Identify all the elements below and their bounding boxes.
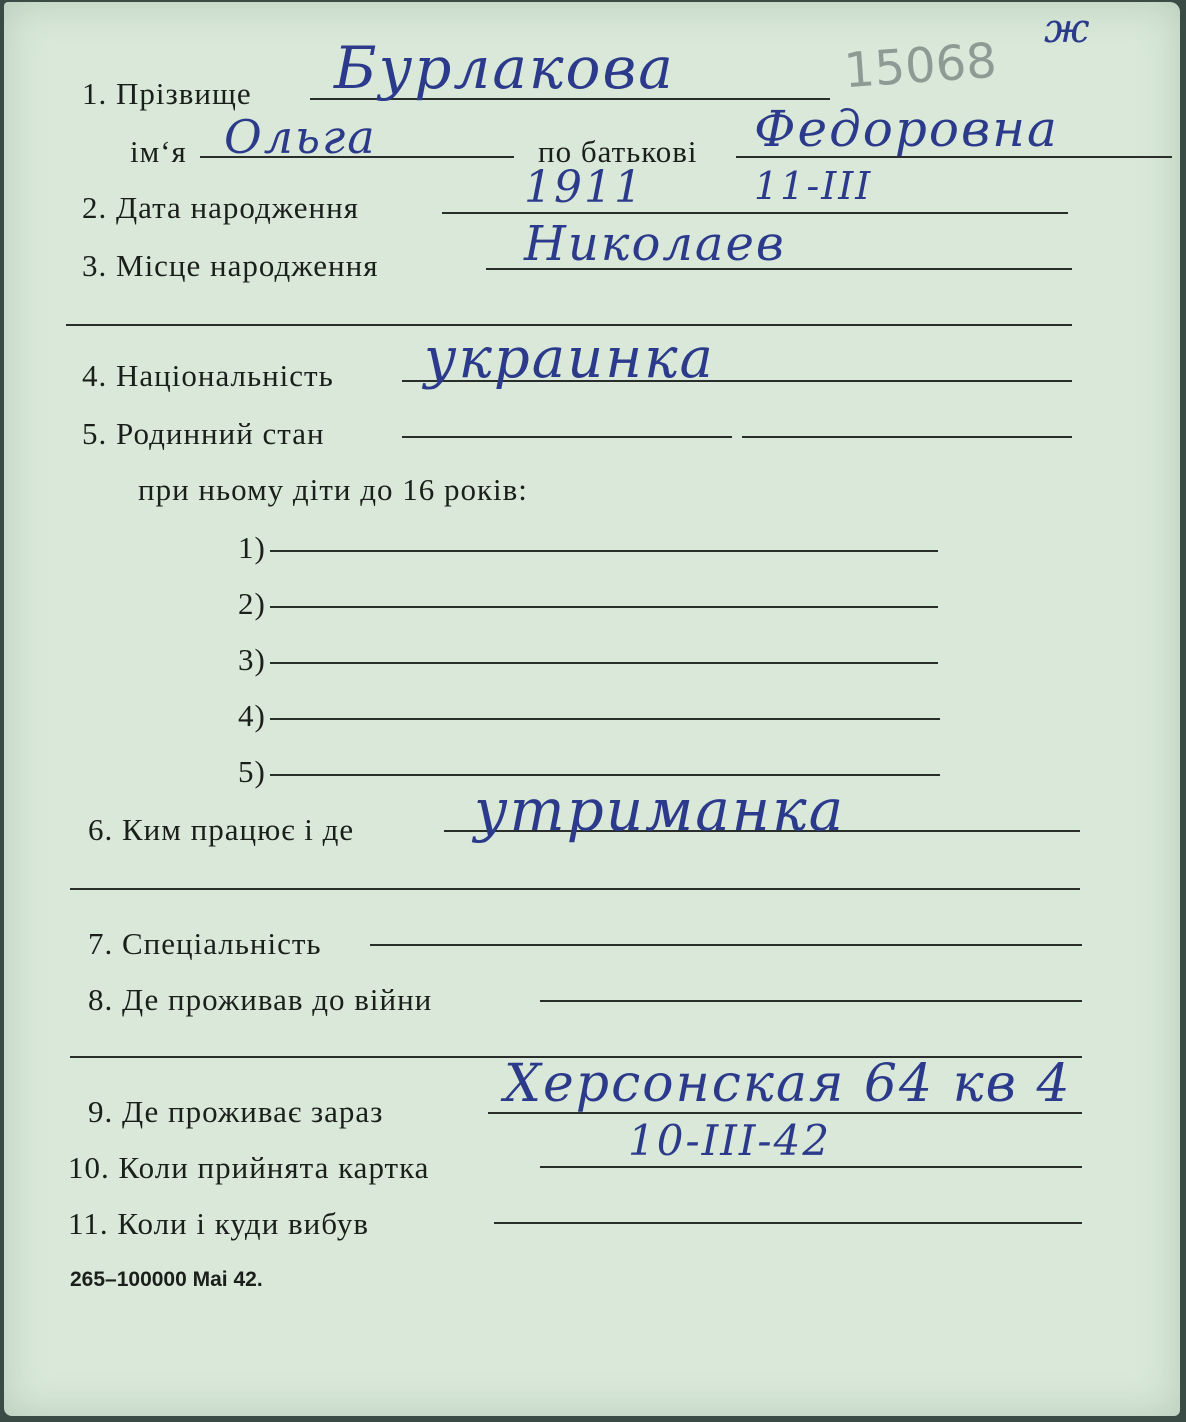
card-date-value: 10-III-42 <box>628 1116 832 1165</box>
children-label: при ньому діти до 16 років: <box>138 472 528 507</box>
name-value: Ольга <box>224 110 377 164</box>
registration-card <box>4 2 1180 1416</box>
prewar-residence-label: 8. Де проживав до війни <box>88 982 433 1017</box>
card-date-label: 10. Коли прийнята картка <box>68 1150 430 1185</box>
child-row-3-line <box>270 662 938 664</box>
child-row-2-line <box>270 606 938 608</box>
prewar-residence-line <box>540 1000 1082 1002</box>
departure-label: 11. Коли і куди вибув <box>68 1206 369 1241</box>
birth-date-label: 2. Дата народження <box>82 190 359 225</box>
current-residence-value: Херсонская 64 кв 4 <box>504 1054 1072 1114</box>
occupation-label: 6. Ким працює і де <box>88 812 355 847</box>
patronymic-value: Федоровна <box>754 100 1059 158</box>
child-row-4-label: 4) <box>238 698 266 733</box>
child-row-2-label: 2) <box>238 586 266 621</box>
surname-label: 1. Прізвище <box>82 76 252 111</box>
nationality-value: украинка <box>424 326 715 391</box>
occupation-extra-line <box>70 888 1080 890</box>
child-row-3-label: 3) <box>238 642 266 677</box>
child-row-4-line <box>270 718 940 720</box>
surname-value: Бурлакова <box>334 34 675 102</box>
current-residence-label: 9. Де проживає зараз <box>88 1094 384 1129</box>
birth-year: 1911 <box>524 162 644 213</box>
patronymic-label: по батькові <box>538 134 698 169</box>
card-date-line <box>540 1166 1082 1168</box>
nationality-label: 4. Національність <box>82 358 334 393</box>
occupation-value: утриманка <box>474 776 846 844</box>
birth-day-month: 11-III <box>754 164 873 208</box>
marital-status-label: 5. Родинний стан <box>82 416 325 451</box>
birth-place-label: 3. Місце народження <box>82 248 379 283</box>
birth-place-value: Николаев <box>524 216 786 272</box>
card-number: 15068 <box>842 32 999 100</box>
child-row-1-line <box>270 550 938 552</box>
print-info: 265–100000 Mai 42. <box>70 1268 263 1291</box>
child-row-1-label: 1) <box>238 530 266 565</box>
marital-status-line-a <box>402 436 732 438</box>
departure-line <box>494 1222 1082 1224</box>
sex-mark: ж <box>1044 6 1092 52</box>
child-row-5-label: 5) <box>238 754 266 789</box>
marital-status-line-b <box>742 436 1072 438</box>
specialty-label: 7. Спеціальність <box>88 926 322 961</box>
name-label: ім‘я <box>130 134 187 169</box>
specialty-line <box>370 944 1082 946</box>
